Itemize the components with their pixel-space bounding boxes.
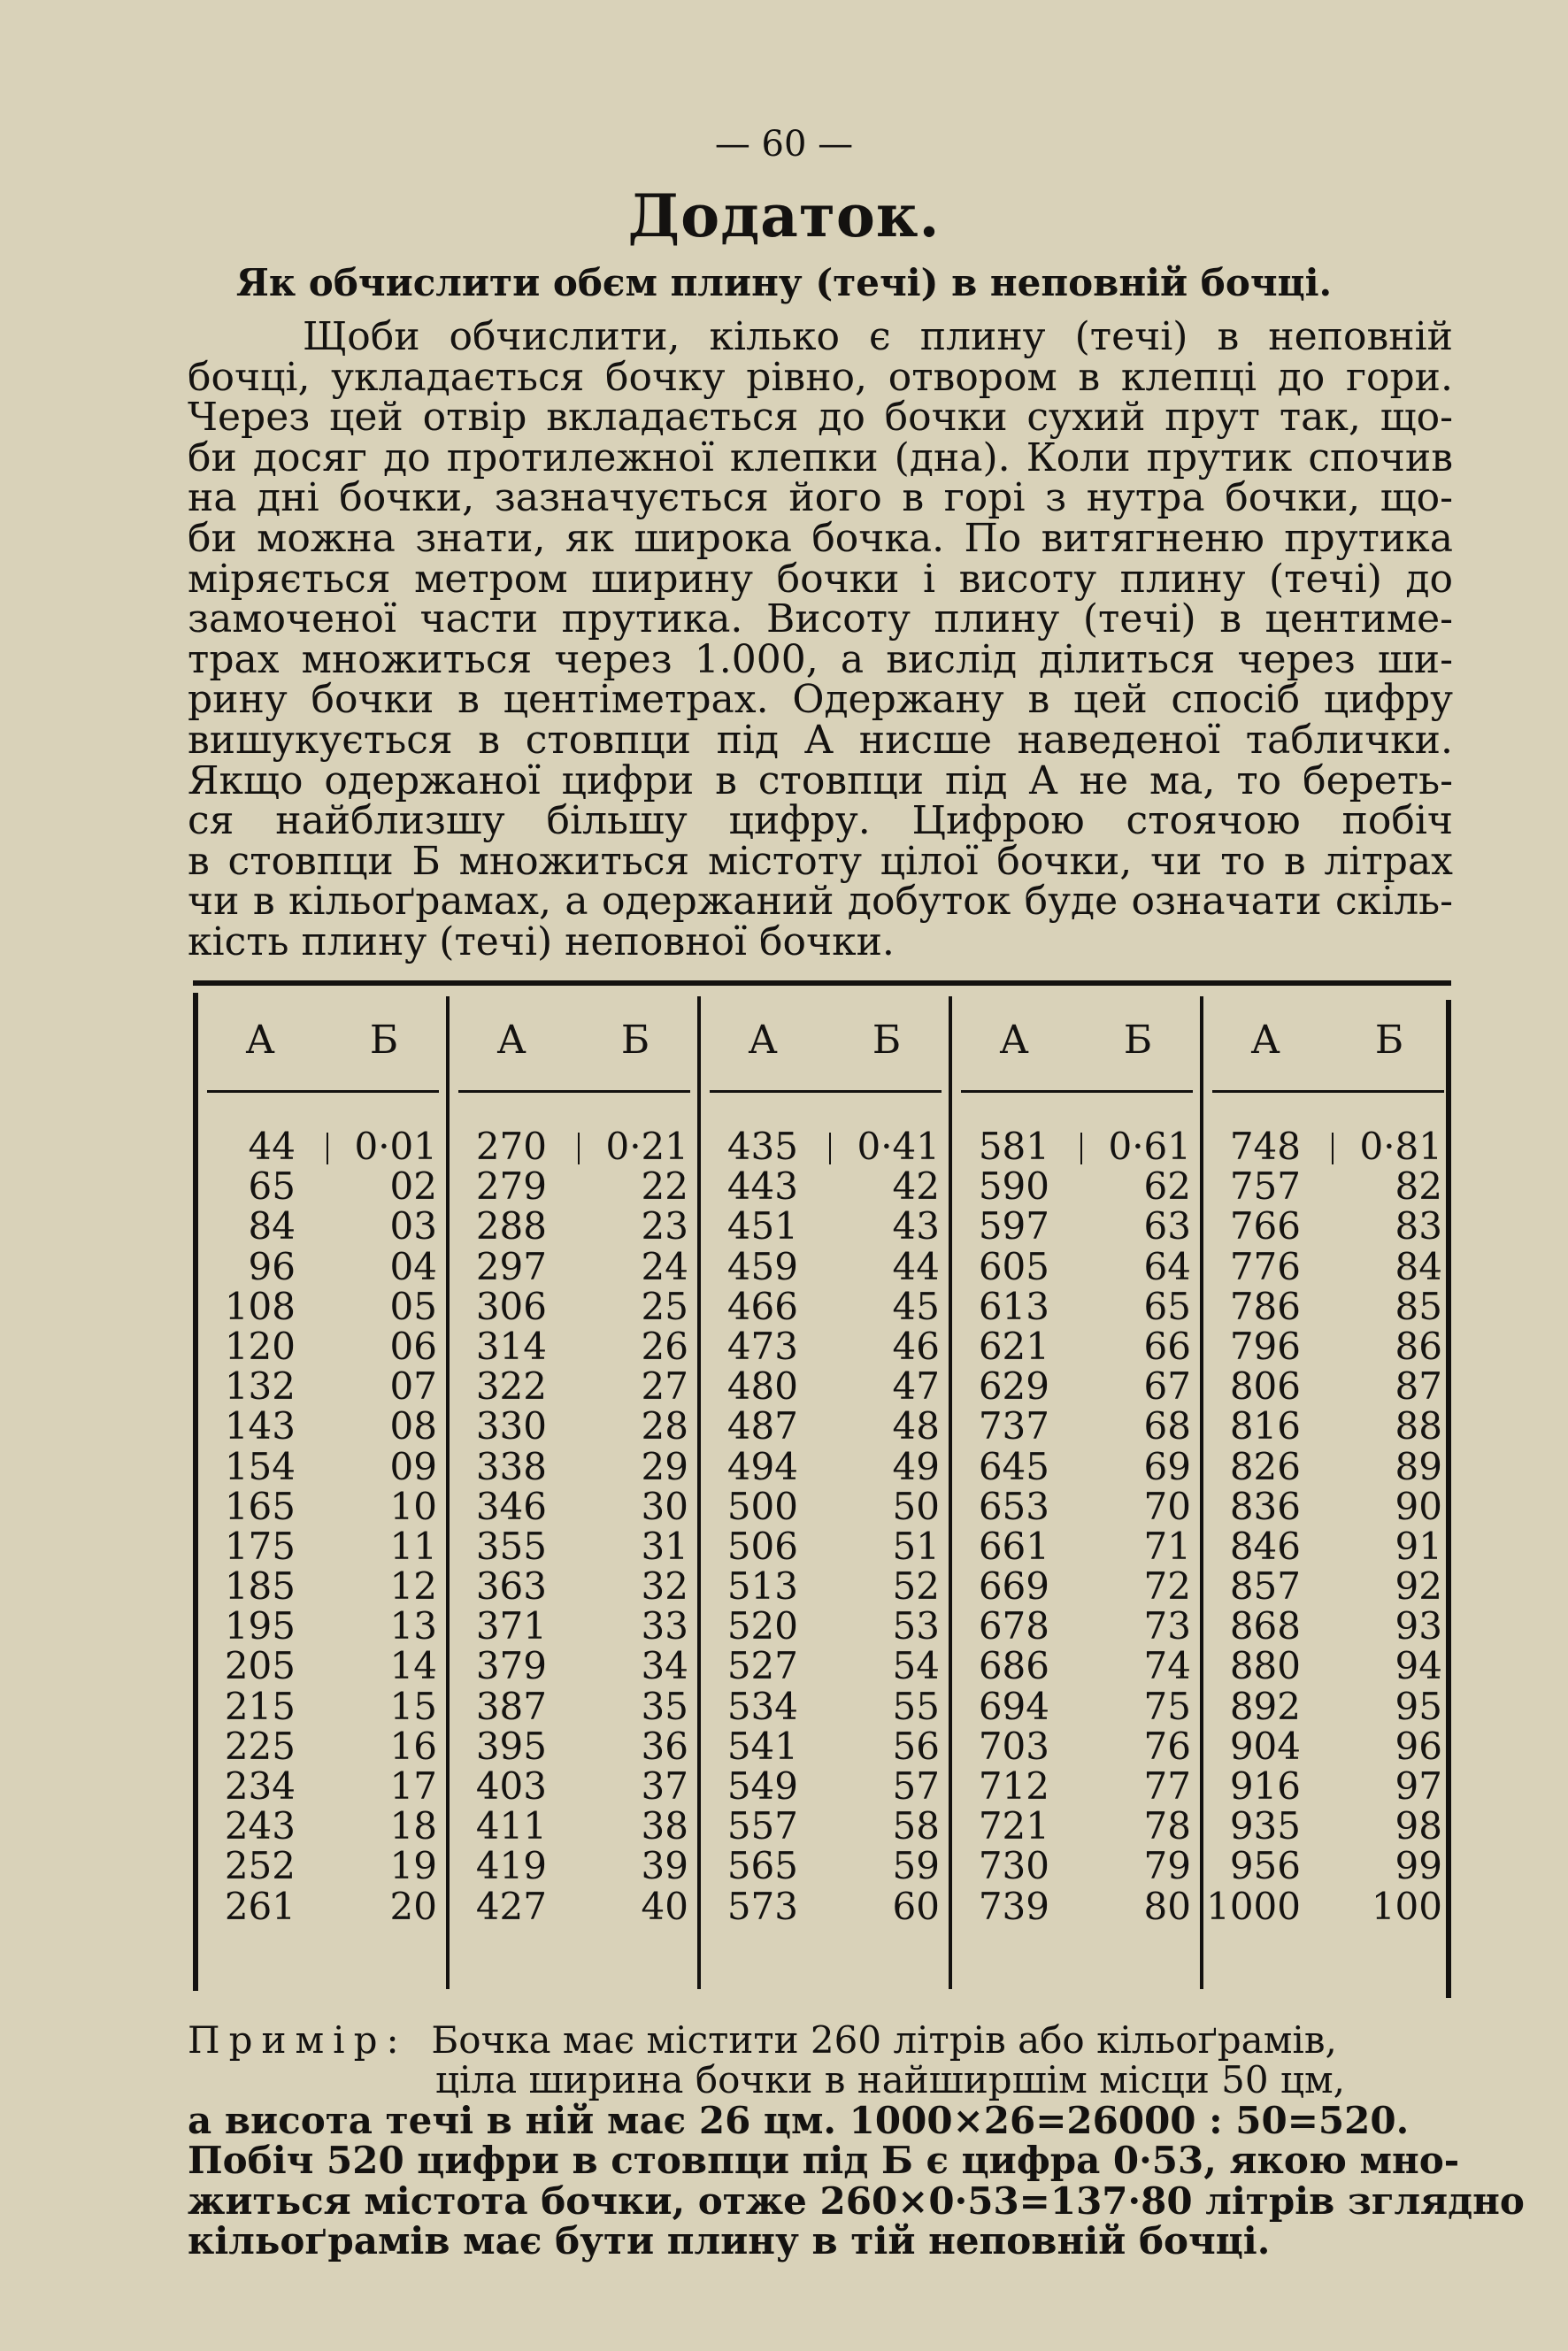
cell-b: 68	[1143, 1404, 1191, 1448]
cell-a: 215	[224, 1684, 296, 1728]
cell-a: 288	[475, 1204, 547, 1248]
cell-a: 836	[1229, 1484, 1301, 1528]
cell-a: 44	[248, 1125, 296, 1168]
cell-a: 205	[224, 1644, 296, 1688]
cell-b: 31	[641, 1524, 688, 1568]
cell-b: 28	[641, 1404, 688, 1448]
cell-a: 703	[978, 1724, 1049, 1768]
cell-b: 54	[892, 1644, 940, 1688]
cell-b: 63	[1143, 1204, 1191, 1248]
paragraph-line: вишукується в стовпци під А нисше наведеної таблички.	[188, 717, 1453, 763]
cell-a: 252	[224, 1844, 296, 1888]
cell-a: 520	[726, 1604, 798, 1648]
cell-b: 62	[1143, 1164, 1191, 1209]
cell-a: 225	[224, 1724, 296, 1768]
cell-b: 33	[641, 1604, 688, 1648]
cell-a: 243	[224, 1804, 296, 1848]
column-header-a: А	[1250, 1018, 1280, 1063]
column-header-a: А	[245, 1018, 275, 1063]
cell-a: 678	[978, 1604, 1049, 1648]
column-a-values	[189, 1126, 296, 1926]
cell-b: 0·21	[605, 1125, 688, 1168]
cell-b: 05	[389, 1284, 437, 1328]
example-line	[188, 2020, 1453, 2060]
paragraph-line: рину бочки в центіметрах. Одержану в цей спосіб цифру	[188, 677, 1453, 723]
table-top-rule	[193, 980, 1451, 986]
cell-a: 661	[978, 1524, 1049, 1568]
cell-a: 65	[248, 1164, 296, 1209]
cell-b: 85	[1395, 1284, 1442, 1328]
table-right-border	[1446, 1000, 1451, 1998]
cell-a: 427	[475, 1884, 547, 1928]
cell-a: 346	[475, 1484, 547, 1528]
cell-b: 43	[892, 1204, 940, 1248]
cell-a: 96	[248, 1244, 296, 1288]
cell-b: 51	[892, 1524, 940, 1568]
cell-a: 629	[978, 1364, 1049, 1409]
cell-a: 411	[475, 1804, 547, 1848]
cell-a: 653	[978, 1484, 1049, 1528]
cell-b: 93	[1395, 1604, 1442, 1648]
column-a-values	[441, 1126, 547, 1926]
example-label: Примір:	[188, 2018, 408, 2062]
page-number: — 60 —	[714, 124, 854, 165]
cell-b: 0·81	[1359, 1125, 1442, 1168]
example-line: а висота течі в ній має 26 цм. 1000×26=26000 : 50=520.	[188, 2098, 1410, 2142]
paragraph-line: ся найблизшу більшу цифру. Цифрою стоячою побіч	[188, 798, 1453, 844]
cell-a: 419	[475, 1844, 547, 1888]
cell-b: 89	[1395, 1444, 1442, 1488]
cell-a: 605	[978, 1244, 1049, 1288]
cell-a: 935	[1229, 1804, 1301, 1848]
cell-a: 621	[978, 1324, 1049, 1368]
cell-b: 90	[1395, 1484, 1442, 1528]
cell-a: 185	[224, 1564, 296, 1609]
cell-b: 23	[641, 1204, 688, 1248]
cell-b: 58	[892, 1804, 940, 1848]
cell-b: 80	[1143, 1884, 1191, 1928]
cell-a: 826	[1229, 1444, 1301, 1488]
cell-a: 669	[978, 1564, 1049, 1609]
cell-a: 314	[475, 1324, 547, 1368]
cell-b: 0·61	[1108, 1125, 1191, 1168]
cell-b: 09	[389, 1444, 437, 1488]
cell-b: 96	[1395, 1724, 1442, 1768]
cell-b: 64	[1143, 1244, 1191, 1288]
cell-b: 59	[892, 1844, 940, 1888]
cell-a: 480	[726, 1364, 798, 1409]
column-b-values	[340, 1126, 437, 1926]
paragraph-line: Якщо одержаної цифри в стовпци під А не ма, то береть-	[188, 757, 1453, 803]
column-header-b: Б	[1374, 1018, 1404, 1063]
column-header-b: Б	[369, 1018, 399, 1063]
cell-a: 597	[978, 1204, 1049, 1248]
paragraph-line: міряється метром ширину бочки і висоту плину (течі) до	[188, 556, 1453, 602]
column-header-b: Б	[620, 1018, 650, 1063]
cell-b: 36	[641, 1724, 688, 1768]
paragraph-line: кість плину (течі) неповної бочки.	[188, 918, 895, 964]
subtitle: Як обчислити обєм плину (течі) в неповній бочці.	[235, 261, 1333, 304]
column-a-values	[692, 1126, 798, 1926]
example-line: житься містота бочки, отже 260×0·53=137·80 літрів зглядно	[188, 2178, 1525, 2223]
column-a-values	[1195, 1126, 1301, 1926]
cell-b: 99	[1395, 1844, 1442, 1888]
paragraph-line: би досяг до протилежної клепки (дна). Коли прутик спочив	[188, 434, 1453, 480]
cell-b: 52	[892, 1564, 940, 1609]
cell-a: 686	[978, 1644, 1049, 1688]
cell-a: 270	[475, 1125, 547, 1168]
cell-b: 07	[389, 1364, 437, 1409]
column-b-values	[1345, 1126, 1442, 1926]
cell-a: 557	[726, 1804, 798, 1848]
cell-a: 766	[1229, 1204, 1301, 1248]
cell-a: 796	[1229, 1324, 1301, 1368]
cell-b: 92	[1395, 1564, 1442, 1609]
cell-b: 67	[1143, 1364, 1191, 1409]
cell-b: 69	[1143, 1444, 1191, 1488]
cell-b: 19	[389, 1844, 437, 1888]
cell-a: 573	[726, 1884, 798, 1928]
cell-a: 613	[978, 1284, 1049, 1328]
cell-b: 24	[641, 1244, 688, 1288]
cell-b: 11	[389, 1524, 437, 1568]
cell-b: 48	[892, 1404, 940, 1448]
cell-a: 395	[475, 1724, 547, 1768]
cell-a: 786	[1229, 1284, 1301, 1328]
cell-b: 42	[892, 1164, 940, 1209]
cell-b: 47	[892, 1364, 940, 1409]
cell-b: 57	[892, 1764, 940, 1808]
cell-b: 88	[1395, 1404, 1442, 1448]
table-header-rule	[207, 1090, 439, 1093]
cell-a: 443	[726, 1164, 798, 1209]
cell-a: 466	[726, 1284, 798, 1328]
cell-a: 306	[475, 1284, 547, 1328]
table-header-rule	[961, 1090, 1193, 1093]
cell-a: 403	[475, 1764, 547, 1808]
cell-b: 55	[892, 1684, 940, 1728]
cell-a: 904	[1229, 1724, 1301, 1768]
cell-b: 12	[389, 1564, 437, 1609]
cell-a: 806	[1229, 1364, 1301, 1409]
cell-a: 234	[224, 1764, 296, 1808]
cell-a: 730	[978, 1844, 1049, 1888]
cell-b: 16	[389, 1724, 437, 1768]
paragraph-line: би можна знати, як широка бочка. По витягненю прутика	[188, 515, 1453, 561]
cell-b: 27	[641, 1364, 688, 1409]
cell-b: 84	[1395, 1244, 1442, 1288]
cell-b: 18	[389, 1804, 437, 1848]
cell-b: 95	[1395, 1684, 1442, 1728]
cell-a: 721	[978, 1804, 1049, 1848]
cell-b: 94	[1395, 1644, 1442, 1688]
paragraph-line: Через цей отвір вкладається до бочки сухий прут так, що-	[188, 395, 1453, 441]
cell-a: 261	[224, 1884, 296, 1928]
cell-b: 97	[1395, 1764, 1442, 1808]
column-header-b: Б	[872, 1018, 902, 1063]
cell-a: 279	[475, 1164, 547, 1209]
cell-b: 04	[389, 1244, 437, 1288]
cell-a: 84	[248, 1204, 296, 1248]
table-header-rule	[458, 1090, 690, 1093]
cell-b: 35	[641, 1684, 688, 1728]
cell-b: 77	[1143, 1764, 1191, 1808]
cell-b: 75	[1143, 1684, 1191, 1728]
cell-a: 175	[224, 1524, 296, 1568]
cell-b: 22	[641, 1164, 688, 1209]
example-line: кільоґрамів має бути плину в тій неповній бочці.	[188, 2219, 1271, 2263]
table-inner-separator	[327, 1133, 328, 1164]
cell-a: 956	[1229, 1844, 1301, 1888]
cell-a: 195	[224, 1604, 296, 1648]
cell-a: 1000	[1206, 1884, 1301, 1928]
cell-a: 108	[224, 1284, 296, 1328]
cell-a: 857	[1229, 1564, 1301, 1609]
cell-a: 892	[1229, 1684, 1301, 1728]
cell-b: 79	[1143, 1844, 1191, 1888]
cell-b: 76	[1143, 1724, 1191, 1768]
cell-a: 371	[475, 1604, 547, 1648]
cell-a: 355	[475, 1524, 547, 1568]
cell-a: 120	[224, 1324, 296, 1368]
cell-a: 487	[726, 1404, 798, 1448]
cell-a: 473	[726, 1324, 798, 1368]
cell-a: 581	[978, 1125, 1049, 1168]
cell-a: 459	[726, 1244, 798, 1288]
cell-b: 70	[1143, 1484, 1191, 1528]
paragraph-line: на дні бочки, зазначується його в горі з нутра бочки, що-	[188, 475, 1453, 521]
cell-a: 451	[726, 1204, 798, 1248]
table-header-rule	[710, 1090, 942, 1093]
cell-a: 549	[726, 1764, 798, 1808]
cell-b: 30	[641, 1484, 688, 1528]
cell-b: 56	[892, 1724, 940, 1768]
table-inner-separator	[1332, 1133, 1334, 1164]
cell-b: 46	[892, 1324, 940, 1368]
cell-b: 17	[389, 1764, 437, 1808]
cell-a: 776	[1229, 1244, 1301, 1288]
cell-b: 40	[641, 1884, 688, 1928]
conversion-table	[193, 980, 1451, 2002]
example-line: Побіч 520 цифри в стовпци під Б є цифра 0·53, якою мно-	[188, 2139, 1460, 2183]
cell-b: 39	[641, 1844, 688, 1888]
paragraph-line: чи в кільоґрамах, а одержаний добуток буде означати скіль-	[188, 879, 1453, 925]
column-b-values	[842, 1126, 940, 1926]
cell-a: 846	[1229, 1524, 1301, 1568]
cell-a: 880	[1229, 1644, 1301, 1688]
cell-a: 165	[224, 1484, 296, 1528]
cell-b: 20	[389, 1884, 437, 1928]
cell-b: 66	[1143, 1324, 1191, 1368]
paragraph-line: трах множиться через 1.000, а вислід ділиться через ши-	[188, 636, 1453, 682]
body-paragraph	[188, 314, 1453, 964]
cell-b: 87	[1395, 1364, 1442, 1409]
column-header-a: А	[748, 1018, 778, 1063]
cell-b: 73	[1143, 1604, 1191, 1648]
cell-a: 739	[978, 1884, 1049, 1928]
paragraph-line: бочці, укладається бочку рівно, отвором в клепці до гори.	[188, 354, 1453, 400]
example-section	[188, 2018, 1525, 2263]
cell-b: 06	[389, 1324, 437, 1368]
cell-a: 645	[978, 1444, 1049, 1488]
cell-a: 330	[475, 1404, 547, 1448]
cell-b: 14	[389, 1644, 437, 1688]
cell-a: 132	[224, 1364, 296, 1409]
cell-b: 45	[892, 1284, 940, 1328]
cell-b: 86	[1395, 1324, 1442, 1368]
cell-a: 737	[978, 1404, 1049, 1448]
cell-b: 50	[892, 1484, 940, 1528]
cell-a: 868	[1229, 1604, 1301, 1648]
cell-a: 513	[726, 1564, 798, 1609]
cell-a: 757	[1229, 1164, 1301, 1209]
page-title: Додаток.	[627, 181, 941, 250]
cell-b: 82	[1395, 1164, 1442, 1209]
cell-b: 13	[389, 1604, 437, 1648]
example-line: ціла ширина бочки в найширшім місци 50 цм,	[435, 2058, 1345, 2102]
cell-b: 0·41	[857, 1125, 940, 1168]
paragraph-line: замоченої части прутика. Висоту плину (течі) в центиме-	[188, 596, 1453, 642]
cell-a: 297	[475, 1244, 547, 1288]
cell-b: 29	[641, 1444, 688, 1488]
cell-b: 100	[1371, 1884, 1442, 1928]
column-a-values	[943, 1126, 1049, 1926]
cell-b: 83	[1395, 1204, 1442, 1248]
column-b-values	[591, 1126, 688, 1926]
table-inner-separator	[578, 1133, 580, 1164]
cell-b: 26	[641, 1324, 688, 1368]
cell-b: 37	[641, 1764, 688, 1808]
cell-a: 435	[726, 1125, 798, 1168]
cell-a: 154	[224, 1444, 296, 1488]
table-inner-separator	[829, 1133, 831, 1164]
cell-a: 816	[1229, 1404, 1301, 1448]
cell-b: 10	[389, 1484, 437, 1528]
cell-a: 541	[726, 1724, 798, 1768]
cell-b: 02	[389, 1164, 437, 1209]
cell-a: 916	[1229, 1764, 1301, 1808]
cell-a: 322	[475, 1364, 547, 1409]
column-header-a: А	[999, 1018, 1029, 1063]
cell-b: 15	[389, 1684, 437, 1728]
cell-b: 49	[892, 1444, 940, 1488]
paragraph-line: Щоби обчислити, кілько є плину (течі) в неповній	[303, 314, 1453, 359]
cell-a: 387	[475, 1684, 547, 1728]
cell-b: 38	[641, 1804, 688, 1848]
cell-b: 53	[892, 1604, 940, 1648]
paragraph-line: в стовпци Б множиться містоту цілої бочки, чи то в літрах	[188, 838, 1453, 884]
cell-a: 694	[978, 1684, 1049, 1728]
table-header-rule	[1212, 1090, 1444, 1093]
cell-b: 60	[892, 1884, 940, 1928]
cell-b: 03	[389, 1204, 437, 1248]
cell-b: 91	[1395, 1524, 1442, 1568]
cell-a: 534	[726, 1684, 798, 1728]
example-text: Бочка має містити 260 літрів або кільоґрамів,	[431, 2018, 1337, 2062]
cell-a: 565	[726, 1844, 798, 1888]
cell-a: 500	[726, 1484, 798, 1528]
cell-b: 08	[389, 1404, 437, 1448]
column-b-values	[1094, 1126, 1191, 1926]
cell-a: 590	[978, 1164, 1049, 1209]
cell-b: 44	[892, 1244, 940, 1288]
cell-b: 71	[1143, 1524, 1191, 1568]
cell-a: 527	[726, 1644, 798, 1688]
cell-a: 712	[978, 1764, 1049, 1808]
cell-b: 98	[1395, 1804, 1442, 1848]
table-inner-separator	[1080, 1133, 1082, 1164]
cell-b: 0·01	[354, 1125, 437, 1168]
cell-b: 65	[1143, 1284, 1191, 1328]
cell-b: 78	[1143, 1804, 1191, 1848]
cell-a: 379	[475, 1644, 547, 1688]
cell-a: 143	[224, 1404, 296, 1448]
cell-b: 32	[641, 1564, 688, 1609]
cell-a: 748	[1229, 1125, 1301, 1168]
cell-a: 338	[475, 1444, 547, 1488]
cell-b: 72	[1143, 1564, 1191, 1609]
column-header-a: А	[496, 1018, 527, 1063]
cell-b: 34	[641, 1644, 688, 1688]
cell-a: 506	[726, 1524, 798, 1568]
cell-b: 25	[641, 1284, 688, 1328]
cell-a: 494	[726, 1444, 798, 1488]
column-header-b: Б	[1123, 1018, 1153, 1063]
cell-b: 74	[1143, 1644, 1191, 1688]
cell-a: 363	[475, 1564, 547, 1609]
